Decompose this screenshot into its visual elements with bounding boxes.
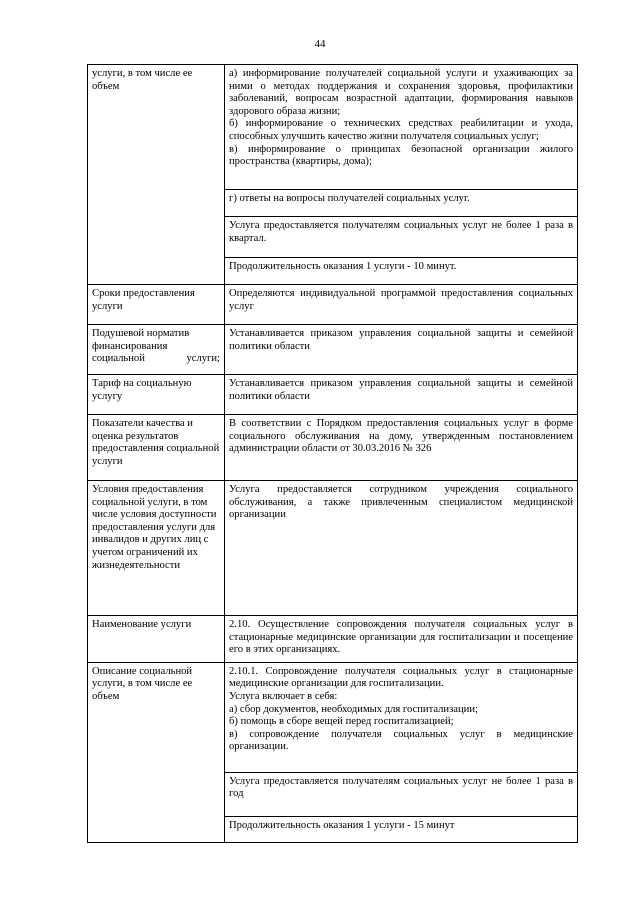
paragraph: Продолжительность оказания 1 услуги - 10 минут. — [229, 261, 457, 272]
table-row — [88, 65, 578, 190]
row-value — [225, 258, 578, 285]
table-row — [88, 375, 578, 415]
row-value — [225, 816, 578, 842]
paragraph: Услуга предоставляется получателям социальных услуг не более 1 раза в квартал. — [229, 220, 573, 244]
row-value — [225, 772, 578, 816]
table-row — [88, 616, 578, 663]
row-value — [225, 217, 578, 258]
row-label: Условия предоставления социальной услуги, в том числе условия доступности предоставления услуги для инвалидов и других лиц с учетом ограничений их жизнедеятельности — [88, 481, 225, 616]
row-label: Тариф на социальную услугу — [88, 375, 225, 415]
paragraph: в) информирование о принципах безопасной организации жилого пространства (квартиры, дома); — [229, 143, 573, 168]
paragraph: б) помощь в сборе вещей перед госпитализацией; — [229, 716, 454, 728]
paragraph: Услуга предоставляется получателям социальных услуг не более 1 раза в год — [229, 775, 573, 800]
paragraph: б) информирование о технических средствах реабилитации и ухода, способных улучшить качество жизни получателя социальных услуг; — [229, 118, 573, 142]
table-row — [88, 481, 578, 616]
row-value: Устанавливается приказом управления социальной защиты и семейной политики области — [225, 375, 578, 415]
paragraph: г) ответы на вопросы получателей социальных услуг. — [229, 193, 470, 204]
paragraph: а) сбор документов, необходимых для госпитализации; — [229, 703, 478, 715]
table-row — [88, 325, 578, 375]
row-value: Услуга предоставляется сотрудником учреждения социального обслуживания, а также привлеченным специалистом медицинской организации — [225, 481, 578, 616]
page-number: 44 — [314, 38, 326, 50]
row-label: Сроки предоставления услуги — [88, 285, 225, 325]
row-value: 2.10. Осуществление сопровождения получателя социальных услуг в стационарные медицинские организации для госпитализации и посещение его в этих организациях. — [225, 616, 578, 663]
row-value — [225, 65, 578, 190]
row-label: Показатели качества и оценка результатов предоставления социальной услуги — [88, 415, 225, 481]
row-value — [225, 662, 578, 772]
paragraph: Продолжительность оказания 1 услуги - 15 минут — [229, 819, 455, 831]
row-value: Устанавливается приказом управления социальной защиты и семейной политики области — [225, 325, 578, 375]
row-value: Определяются индивидуальной программой предоставления социальных услуг — [225, 285, 578, 325]
paragraph: в) сопровождение получателя социальных услуг в медицинские организации. — [229, 728, 573, 753]
table-row — [88, 415, 578, 481]
paragraph: а) информирование получателей социальной услуги и ухаживающих за ними о методах поддержания и сохранения здоровья, профилактики заболеваний, вопросам возрастной адаптации, формирования навыков здорового образа жизни; — [229, 68, 573, 117]
paragraph: 2.10.1. Сопровождение получателя социальных услуг в стационарные медицинские организации для госпитализации. — [229, 665, 573, 690]
paragraph: Услуга включает в себя: — [229, 690, 338, 702]
row-label: Описание социальной услуги, в том числе ее объем — [88, 662, 225, 842]
row-label: Подушевой норматив финансирования социальной услуги; — [88, 325, 225, 375]
row-value — [225, 190, 578, 217]
table-row — [88, 662, 578, 772]
row-label: услуги, в том числе ее объем — [88, 65, 225, 285]
row-value: В соответствии с Порядком предоставления социальных услуг в форме социального обслуживания на дому, утвержденным постановлением администрации области от 30.03.2016 № 326 — [225, 415, 578, 481]
service-table — [87, 64, 578, 843]
table-row — [88, 285, 578, 325]
row-label: Наименование услуги — [88, 616, 225, 663]
